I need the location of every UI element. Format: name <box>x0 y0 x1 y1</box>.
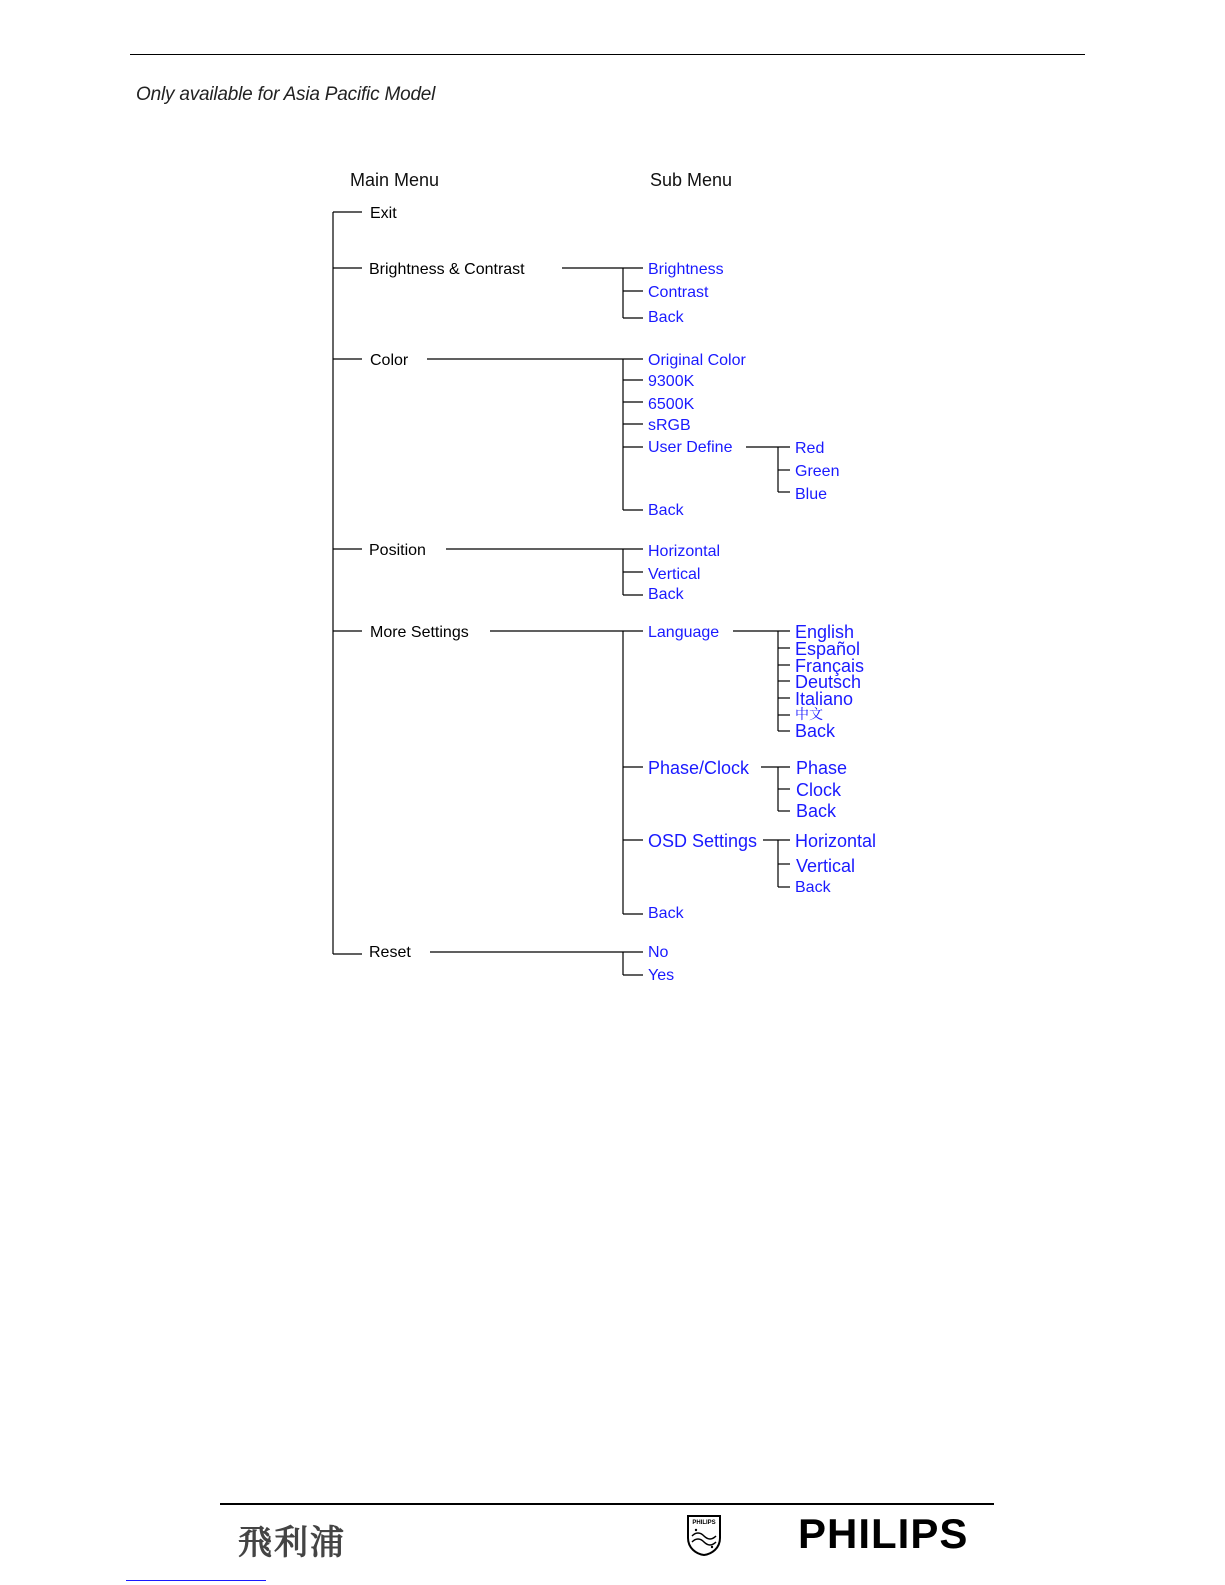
sub-item-contrast: Contrast <box>648 284 709 301</box>
sub-item-blue: Blue <box>795 486 828 503</box>
lang-back: Back <box>795 721 836 741</box>
brand-logo-chinese: 飛利浦 <box>238 1523 346 1563</box>
sub-item-phase: Phase <box>796 758 848 778</box>
model-note: Only available for Asia Pacific Model <box>136 84 436 105</box>
lang-deutsch: Deutsch <box>795 672 862 692</box>
philips-shield-icon <box>686 1514 722 1556</box>
lang-italiano: Italiano <box>795 689 854 709</box>
sub-item-original-color: Original Color <box>648 352 746 369</box>
sub-item-red: Red <box>795 440 825 457</box>
sub-item-horizontal: Horizontal <box>795 831 877 851</box>
sub-item-back: Back <box>648 586 684 603</box>
sub-item-back: Back <box>648 502 684 519</box>
footer-link-underline <box>126 1580 266 1581</box>
main-item-brightness-contrast: Brightness & Contrast <box>369 261 525 278</box>
sub-item-back: Back <box>796 801 837 821</box>
main-item-exit: Exit <box>370 205 397 222</box>
sub-item-back: Back <box>648 905 684 922</box>
main-item-more-settings: More Settings <box>370 624 469 641</box>
footer-rule <box>220 1503 994 1505</box>
sub-item-brightness: Brightness <box>648 261 724 278</box>
sub-item-yes: Yes <box>648 967 675 984</box>
main-menu-header: Main Menu <box>350 170 440 190</box>
lang-francais: Français <box>795 656 865 676</box>
sub-item-user-define: User Define <box>648 439 733 456</box>
sub-item-vertical: Vertical <box>796 856 856 876</box>
sub-item-back: Back <box>795 879 831 896</box>
sub-item-phase-clock: Phase/Clock <box>648 758 750 778</box>
sub-item-language: Language <box>648 624 720 641</box>
brand-logo: PHILIPS <box>798 1510 969 1557</box>
lang-chinese: 中文 <box>795 707 823 723</box>
lang-english: English <box>795 622 855 642</box>
sub-item-green: Green <box>795 463 840 480</box>
sub-item-back: Back <box>648 309 684 326</box>
sub-item-horizontal: Horizontal <box>648 543 721 560</box>
sub-item-no: No <box>648 944 669 961</box>
lang-espanol: Español <box>795 639 861 659</box>
shield-label: PHILIPS <box>692 1520 716 1526</box>
sub-item-srgb: sRGB <box>648 417 691 434</box>
sub-menu-header: Sub Menu <box>650 170 733 190</box>
sub-item-vertical: Vertical <box>648 566 701 583</box>
main-item-position: Position <box>369 542 426 559</box>
sub-item-9300k: 9300K <box>648 373 695 390</box>
sub-item-osd-settings: OSD Settings <box>648 831 758 851</box>
sub-item-clock: Clock <box>796 780 842 800</box>
sub-item-6500k: 6500K <box>648 396 695 413</box>
main-item-reset: Reset <box>369 944 411 961</box>
main-item-color: Color <box>370 352 409 369</box>
